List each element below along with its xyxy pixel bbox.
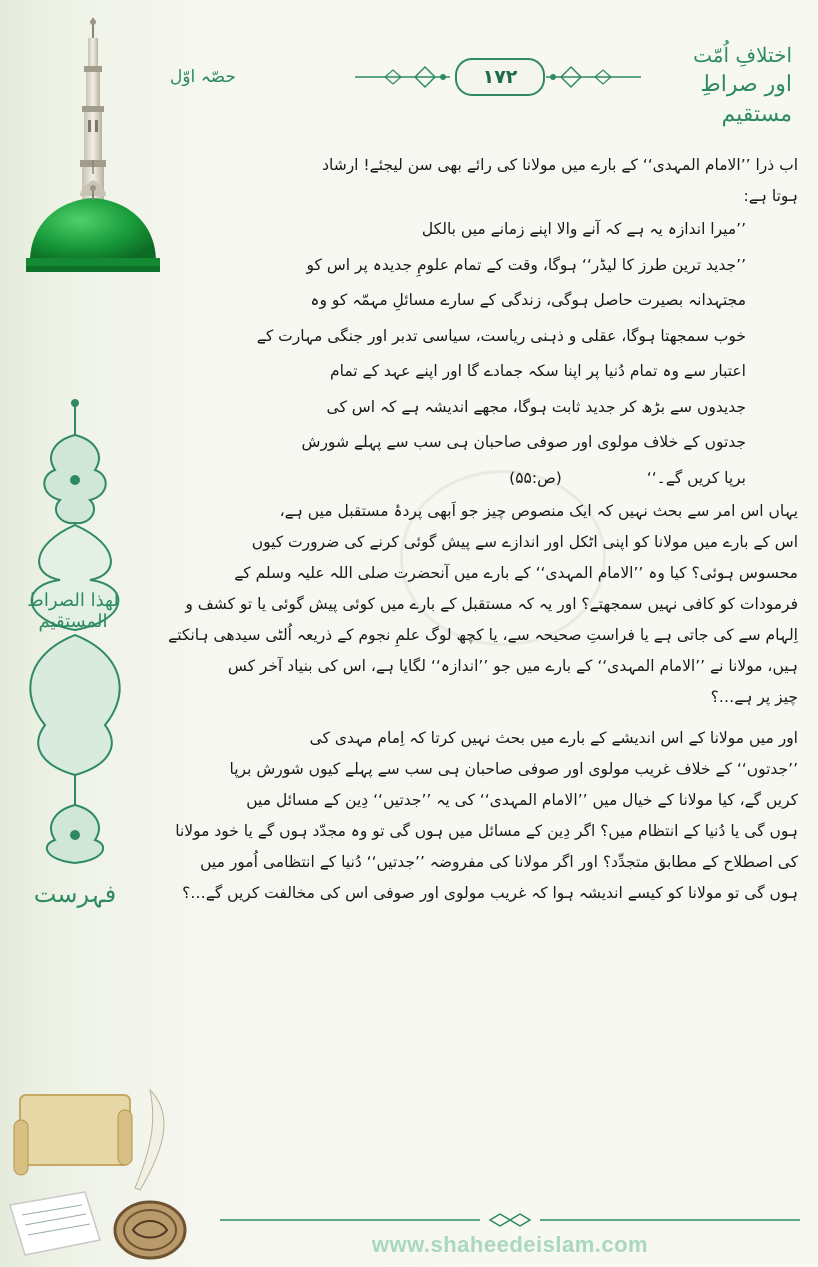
- book-title-line2: اور صراطِ مستقیم: [700, 72, 792, 127]
- paragraph-line: یہاں اس امر سے بحث نہیں کہ ایک منصوص چیز جو اَبھی پردۂ مستقبل میں ہے،: [279, 502, 798, 520]
- header-ornament-left: [355, 62, 450, 92]
- part-label: حصّہ اوّل: [170, 67, 236, 87]
- paragraph-line: ہوں گی یا دُنیا کے انتظام میں؟ اگر دِین کے مسائل میں ہوں گی تو وہ مجدّد ہوں گے یا خود مولانا: [175, 822, 798, 840]
- paragraph-line: کریں گے، کیا مولانا کے خیال میں ’’الامام المہدی‘‘ کی یہ ’’جدتیں‘‘ دِین کے مسائل میں: [246, 791, 798, 809]
- paragraph-line: ہوں گی تو مولانا کو کیسے اندیشہ ہوا کہ غریب مولوی اور صوفی اس کی مخالفت کریں گے…؟: [182, 884, 798, 902]
- header-ornament-right: [546, 62, 641, 92]
- quote-last-line: برپا کریں گے۔‘‘: [646, 468, 746, 487]
- paragraph-line: فرمودات کو کافی نہیں سمجھتے؟ اور یہ کہ مستقبل کے بارے میں کوئی پیش گوئی یا تو کشف و: [185, 595, 798, 613]
- paragraph-line: کی اصطلاح کے مطابق متجدِّد؟ اور اگر مولانا کی مفروضہ ’’جدتیں‘‘ دُنیا کے انتظامی اُمور میں: [200, 853, 798, 871]
- paragraph-line: اور میں مولانا کے اس اندیشے کے بارے میں بحث نہیں کرتا کہ اِمام مہدی کی: [309, 729, 798, 747]
- quote-reference: (ص:۵۵): [509, 468, 562, 487]
- paragraph-line: چیز پر ہے…؟: [710, 688, 798, 706]
- paragraph-gap: [168, 713, 798, 723]
- paragraph-line: محسوس ہوئی؟ کیا وہ ’’الامام المہدی‘‘ کے بارے میں آنحضرت صلی اللہ علیہ وسلم کے: [234, 564, 798, 582]
- book-title-line1: اختلافِ اُمّت: [693, 43, 792, 67]
- quotation-block: [194, 212, 746, 496]
- body-text: [168, 150, 798, 909]
- footer-divider: [220, 1213, 800, 1227]
- paragraph-line: اس کے بارے میں مولانا کو اپنی اٹکل اور اندازے سے پیش گوئی کرنے کی ضرورت کیوں: [251, 533, 798, 551]
- quote-line: خوب سمجھتا ہوگا، عقلی و ذہنی ریاست، سیاسی تدبر اور جنگی مہارت کے: [256, 326, 746, 345]
- page-number: ۱۷۲: [455, 58, 545, 96]
- index-link[interactable]: فہرست: [33, 880, 117, 908]
- intro-line: اب ذرا ’’الامام المہدی‘‘ کے بارے میں مولانا کی رائے بھی سن لیجئے! ارشاد: [322, 156, 798, 174]
- quote-line: اعتبار سے وہ تمام دُنیا پر اپنا سکہ جمادے گا اور اپنے عہد کے تمام: [330, 362, 746, 380]
- paragraph-line: ہیں، مولانا نے ’’الامام المہدی‘‘ کے بارے میں جو ’’اندازہ‘‘ لگایا ہے، اس کی بنیاد آخر کس: [227, 657, 798, 675]
- quote-line: ’’جدید ترین طرز کا لیڈر‘‘ ہوگا، وقت کے تمام علومِ جدیدہ پر اس کو: [306, 255, 746, 274]
- sidebar-ornament-label: لھذا الصراط المستقیم: [27, 590, 119, 632]
- intro-line: ہوتا ہے:: [743, 187, 798, 205]
- scroll-quill-illustration: [0, 1080, 190, 1267]
- website-url-link[interactable]: www.shaheedeislam.com: [371, 1232, 649, 1257]
- paragraph-line: اِلہام سے کی جاتی ہے یا فراستِ صحیحہ سے، یا کچھ لوگ علمِ نجوم کے ذریعہ اُلٹی سیدھی ہانکتے: [168, 626, 798, 644]
- quote-line: جدیدوں سے بڑھ کر جدید ثابت ہوگا، مجھے اندیشہ ہے کہ اس کی: [326, 397, 746, 416]
- quote-line: جدتوں کے خلاف مولوی اور صوفی صاحبان ہی سب سے پہلے شورش: [301, 433, 746, 451]
- book-title: [682, 40, 792, 130]
- quote-line: مجتہدانہ بصیرت حاصل ہوگی، زندگی کے سارے مسائلِ مہمّہ کو وہ: [310, 291, 746, 309]
- quote-line: [194, 461, 746, 497]
- quote-line: ’’میرا اندازہ یہ ہے کہ آنے والا اپنے زمانے میں بالکل: [421, 220, 746, 238]
- page-header: [150, 40, 810, 130]
- minaret-dome-illustration: [0, 0, 170, 300]
- paragraph-line: ’’جدتوں‘‘ کے خلاف غریب مولوی اور صوفی صاحبان ہی سب سے پہلے کیوں شورش برپا: [229, 760, 798, 778]
